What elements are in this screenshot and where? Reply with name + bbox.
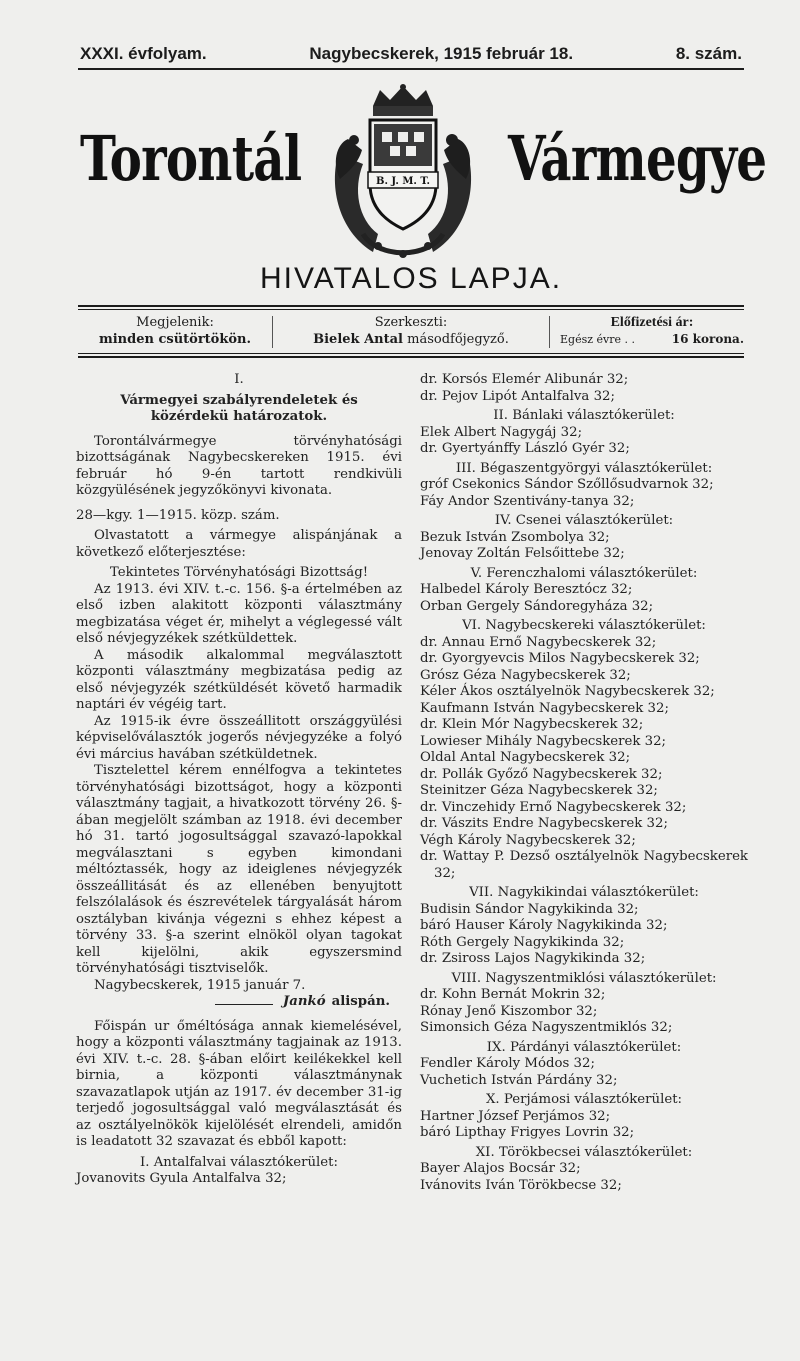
district-member: Bayer Alajos Bocsár 32;	[420, 1161, 581, 1176]
district-member: Vuchetich István Párdány 32;	[420, 1072, 618, 1088]
signature-line	[215, 1004, 273, 1005]
district-member: gróf Csekonics Sándor Szőllősudvarnok 32;	[420, 477, 714, 492]
district-member: dr. Klein Mór Nagybecskerek 32;	[420, 717, 644, 732]
district-member: Rónay Jenő Kiszombor 32;	[420, 1003, 598, 1019]
district-member: Oldal Antal Nagybecskerek 32;	[420, 750, 631, 765]
masthead-title-right: Vármegye	[508, 122, 767, 195]
right-column	[420, 372, 748, 1194]
left-column	[76, 372, 402, 1188]
district-heading: V. Ferenczhalomi választókerület:	[470, 565, 698, 581]
appears-label: Megjelenik:	[136, 315, 214, 330]
district-member: Végh Károly Nagybecskerek 32;	[420, 832, 636, 848]
paragraph-4: Tisztelettel kérem ennélfogva a tekintetes törvényhatósági bizottságot, hogy a központi választmány tagjait, a hivatkozott törvény 26. §-ában megjelölt számban az 1918. évi december hó 31. tartó jogosultsággal szavazó-lapokkal megválasztani s egyben kimondani méltóztassék, hogy az ideiglenes névjegyzék összeállitását és az ellenében benyujtott felszólalások és észrevételek tárgyalását három osztályban kivánja végezni s ehhez képest a törvény 33. §-a szerint elnököl olyan tagokat kell kijelölni, akik egyszersmind törvényhatósági tisztviselők.	[76, 763, 402, 976]
district-heading: VIII. Nagyszentmiklósi választókerület:	[451, 970, 717, 986]
appears-value: minden csütörtökön.	[98, 332, 252, 347]
masthead-subtitle: HIVATALOS LAPJA.	[259, 262, 563, 295]
section-title: Vármegyei szabályrendeletek és közérdekü határozatok.	[120, 392, 358, 424]
district-heading: VII. Nagykikindai választókerület:	[469, 885, 699, 900]
district-member: Grósz Géza Nagybecskerek 32;	[420, 667, 631, 683]
district-member: dr. Korsós Elemér Alibunár 32;	[420, 372, 629, 387]
editor-label: Szerkeszti:	[374, 315, 448, 330]
document-date: Nagybecskerek, 1915 január 7.	[94, 977, 306, 993]
district-member: báró Lipthay Frigyes Lovrin 32;	[420, 1125, 635, 1140]
issue-line	[80, 44, 742, 64]
district-member: dr. Vászits Endre Nagybecskerek 32;	[420, 816, 668, 831]
district-member: Lowieser Mihály Nagybecskerek 32;	[420, 733, 667, 749]
district-member: Jenovay Zoltán Felsőittebe 32;	[420, 546, 625, 561]
district-member: Fáy Andor Szentivány-tanya 32;	[420, 493, 635, 509]
paragraph-submission: Olvastatott a vármegye alispánjának a következő előterjesztése:	[76, 528, 402, 560]
district-member: dr. Kohn Bernát Mokrin 32;	[420, 987, 606, 1002]
paragraph-election: Főispán ur őméltósága annak kiemelésével, hogy a központi választmány tagjainak az 1913. évi XIV. t.-c. 28. §-ában előirt keilékekkel kell birnia, a központi választmánynak szavazatlapok utján az 1917. év december 31-ig terjedő jogosultsággal való megválasztását és az osztályelnökök kijelölését elrendeli, amidőn is leadatott 32 szavazat és ebből kapott:	[76, 1018, 402, 1149]
paragraph-1: Az 1913. évi XIV. t.-c. 156. §-a értelmében az első izben alakitott központi választmány megbizatása véget ér, mihelyt a véglegessé vált első névjegyzékek szétküldettek.	[76, 581, 402, 646]
salutation: Tekintetes Törvényhatósági Bizottság!	[109, 565, 369, 580]
district-member: dr. Annau Ernő Nagybecskerek 32;	[420, 634, 657, 650]
masthead	[78, 84, 767, 264]
district-member: Jovanovits Gyula Antalfalva 32;	[76, 1171, 287, 1186]
district-member: báró Hauser Károly Nagykikinda 32;	[420, 918, 668, 933]
district-member: Orban Gergely Sándoregyháza 32;	[420, 598, 654, 614]
info-rule-top-thin	[78, 309, 744, 310]
editor-role: másodfőjegyző.	[402, 332, 509, 347]
coat-of-arms-icon	[318, 84, 488, 264]
district-heading: I. Antalfalvai választókerület:	[139, 1154, 338, 1170]
paragraph-intro: Torontálvármegye törvényhatósági bizottságának Nagybecskereken 1915. évi február hó 9-én tartott rendkivüli közgyülésének jegyzőkönyvi kivonata.	[76, 433, 402, 498]
signer-name: Jankó	[282, 994, 326, 1009]
district-member: Halbedel Károly Beresztócz 32;	[420, 582, 633, 597]
paragraph-2: A második alkalommal megválasztott központi választmány megbizatása pedig az első névjegyzék szétküldését követő harmadik naptári év végéig tart.	[76, 647, 402, 712]
district-member: Budisin Sándor Nagykikinda 32;	[420, 901, 639, 917]
district-member: Elek Albert Nagygáj 32;	[420, 424, 583, 440]
district-member: dr. Pejov Lipót Antalfalva 32;	[420, 388, 615, 404]
district-heading: XI. Törökbecsei választókerület:	[475, 1144, 693, 1160]
district-member: Kaufmann István Nagybecskerek 32;	[420, 700, 669, 716]
district-heading: X. Perjámosi választókerület:	[485, 1092, 683, 1107]
masthead-title-left: Torontál	[80, 122, 302, 195]
district-member: Hartner József Perjámos 32;	[420, 1108, 611, 1124]
subscription-label: Előfizetési ár:	[610, 315, 694, 330]
crest-initials: B. J. M. T.	[376, 176, 430, 187]
district-heading: III. Bégaszentgyörgyi választókerület:	[455, 460, 713, 476]
issue-number: 8. szám.	[675, 44, 742, 63]
district-heading: II. Bánlaki választókerület:	[493, 408, 675, 423]
district-member: dr. Zsiross Lajos Nagykikinda 32;	[420, 951, 646, 966]
publication-schedule	[78, 314, 272, 350]
volume-label: XXXI. évfolyam.	[80, 44, 207, 63]
district-member: dr. Wattay P. Dezső osztályelnök Nagybecskerek 32;	[420, 849, 748, 881]
editor-info	[273, 314, 549, 350]
signer-title: alispán.	[331, 994, 390, 1009]
info-bar	[78, 314, 744, 350]
subscription-period: Egész évre . .	[560, 333, 635, 346]
district-heading: IX. Párdányi választókerület:	[486, 1039, 682, 1055]
section-number: I.	[234, 372, 244, 387]
reference-number: 28—kgy. 1—1915. közp. szám.	[76, 507, 280, 523]
district-member: Steinitzer Géza Nagybecskerek 32;	[420, 783, 658, 798]
place-date: Nagybecskerek, 1915 február 18.	[309, 44, 574, 63]
district-member: Fendler Károly Módos 32;	[420, 1056, 595, 1071]
editor-name: Bielek Antal	[313, 332, 403, 347]
info-rule-bottom	[78, 356, 744, 358]
top-rule	[78, 68, 744, 70]
subscription-info	[550, 314, 744, 350]
info-rule-bottom-thin	[78, 353, 744, 354]
district-member: Róth Gergely Nagykikinda 32;	[420, 934, 625, 950]
district-member: Simonsich Géza Nagyszentmiklós 32;	[420, 1020, 673, 1035]
district-member: Ivánovits Iván Törökbecse 32;	[420, 1177, 622, 1193]
subscription-price: 16 korona.	[671, 332, 744, 346]
info-rule-top	[78, 305, 744, 307]
signature	[76, 994, 402, 1011]
paragraph-3: Az 1915-ik évre összeállitott országgyülési képviselőválasztók jogerős névjegyzéke a folyó évi március havában szétküldetnek.	[76, 713, 402, 762]
district-member: Bezuk István Zsombolya 32;	[420, 529, 610, 545]
district-member: dr. Pollák Győző Nagybecskerek 32;	[420, 766, 663, 782]
district-member: dr. Gyorgyevcis Milos Nagybecskerek 32;	[420, 651, 700, 666]
district-heading: IV. Csenei választókerület:	[494, 513, 674, 528]
district-heading: VI. Nagybecskereki választókerület:	[462, 618, 706, 633]
district-member: Kéler Ákos osztályelnök Nagybecskerek 32;	[420, 684, 715, 699]
district-member: dr. Gyertyánffy László Gyér 32;	[420, 441, 630, 456]
district-member: dr. Vinczehidy Ernő Nagybecskerek 32;	[420, 799, 687, 815]
